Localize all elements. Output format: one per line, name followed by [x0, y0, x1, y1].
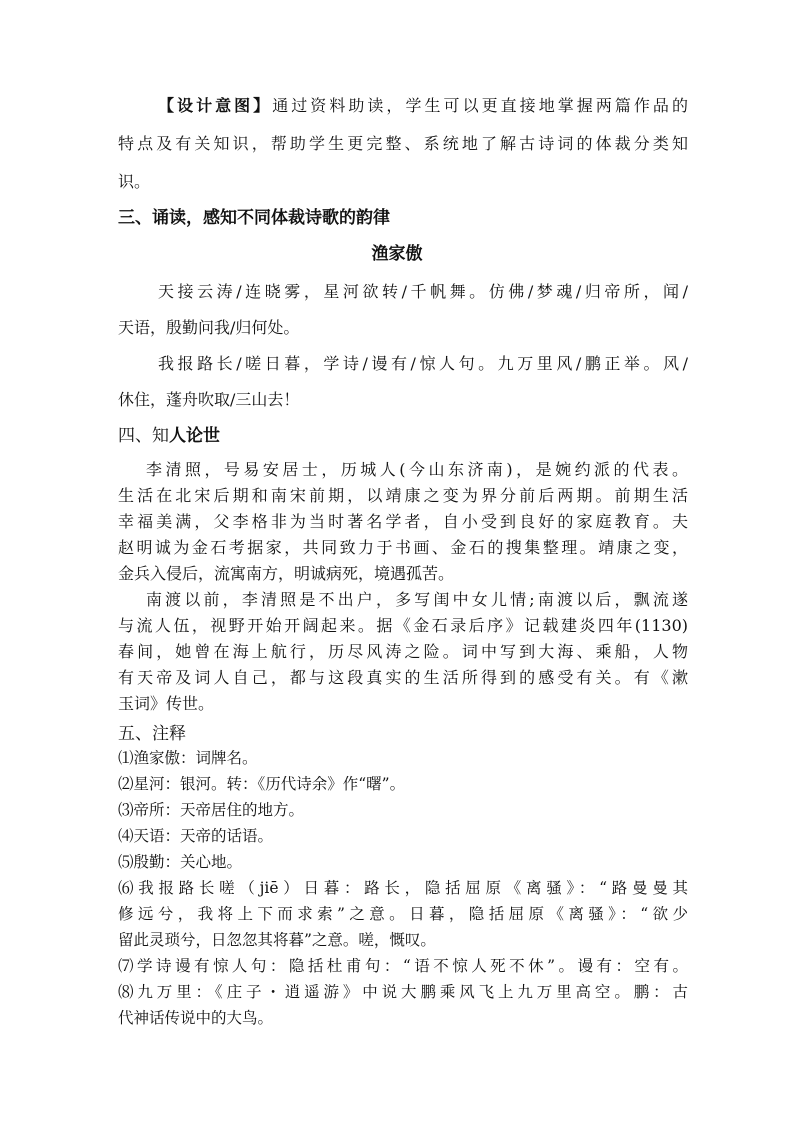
- note-3: ⑶帝所：天帝居住的地方。: [118, 801, 305, 819]
- note-6-line-3: 留此灵琐兮，日忽忽其将暮”之意。嗟，慨叹。: [118, 931, 436, 949]
- poem-line-1: 天接云涛/连晓雾，星河欲转/千帆舞。仿佛/梦魂/归帝所，闻/: [158, 282, 688, 301]
- design-intent-line-3: 识。: [118, 172, 151, 191]
- section-5-heading: 五、注释: [118, 724, 186, 744]
- design-intent-text-1: 通过资料助读，学生可以更直接地掌握两篇作品的: [272, 96, 688, 115]
- poem-line-3: 我报路长/嗟日暮，学诗/谩有/惊人句。九万里风/鹏正举。风/: [158, 354, 688, 373]
- bio-para2-line-5: 玉词》传世。: [118, 694, 215, 713]
- section-4-heading-plain: 四、知: [118, 426, 169, 446]
- bio-para2-line-3: 春间，她曾在海上航行，历尽风涛之险。词中写到大海、乘船，人物: [118, 642, 688, 661]
- design-intent-line-1: [158, 96, 688, 116]
- bio-para1-line-5: 金兵入侵后，流寓南方，明诚病死，境遇孤苦。: [118, 564, 455, 583]
- design-intent-line-2: 特点及有关知识，帮助学生更完整、系统地了解古诗词的体裁分类知: [118, 134, 688, 153]
- poem-line-2: 天语，殷勤问我/归何处。: [118, 318, 300, 337]
- bio-para2-line-1: 南渡以前，李清照是不出户，多写闺中女儿情;南渡以后，飘流遂: [146, 590, 688, 609]
- note-4: ⑷天语：天帝的话语。: [118, 827, 274, 845]
- section-3-heading: 三、诵读，感知不同体裁诗歌的韵律: [118, 208, 390, 228]
- bio-para2-line-4: 有天帝及词人自己，都与这段真实的生活所得到的感受有关。有《漱: [118, 668, 688, 687]
- bio-para1-line-1: 李清照，号易安居士，历城人(今山东济南)，是婉约派的代表。: [146, 460, 688, 479]
- poem-title: 渔家傲: [371, 244, 423, 264]
- note-1: ⑴渔家傲：词牌名。: [118, 749, 258, 767]
- note-8-line-1: ⑻九万里：《庄子・逍遥游》中说大鹏乘风飞上九万里高空。鹏：古: [118, 983, 688, 1001]
- note-6-line-1: ⑹我报路长嗟（jiē）日暮：路长，隐括屈原《离骚》：“路曼曼其: [118, 879, 688, 897]
- note-6-line-2: 修远兮，我将上下而求索”之意。日暮，隐括屈原《离骚》：“欲少: [118, 905, 688, 923]
- note-5: ⑸殷勤：关心地。: [118, 853, 243, 871]
- bio-para1-line-3: 幸福美满，父李格非为当时著名学者，自小受到良好的家庭教育。夫: [118, 512, 688, 531]
- bio-para1-line-2: 生活在北宋后期和南宋前期，以靖康之变为界分前后两期。前期生活: [118, 486, 688, 505]
- note-8-line-2: 代神话传说中的大鸟。: [118, 1009, 274, 1027]
- bio-para1-line-4: 赵明诚为金石考据家，共同致力于书画、金石的搜集整理。靖康之变，: [118, 538, 688, 557]
- section-4-heading: [118, 426, 688, 446]
- bio-para2-line-2: 与流人伍，视野开始开阔起来。据《金石录后序》记载建炎四年(1130): [118, 616, 688, 635]
- note-7: ⑺学诗谩有惊人句：隐括杜甫句：“语不惊人死不休”。谩有：空有。: [118, 957, 688, 975]
- note-2: ⑵星河：银河。转：《历代诗余》作“曙”。: [118, 775, 406, 793]
- poem-line-4: 休住，蓬舟吹取/三山去！: [118, 390, 300, 409]
- design-intent-label: 【设计意图】: [158, 96, 273, 115]
- section-4-heading-bold: 人论世: [169, 426, 220, 446]
